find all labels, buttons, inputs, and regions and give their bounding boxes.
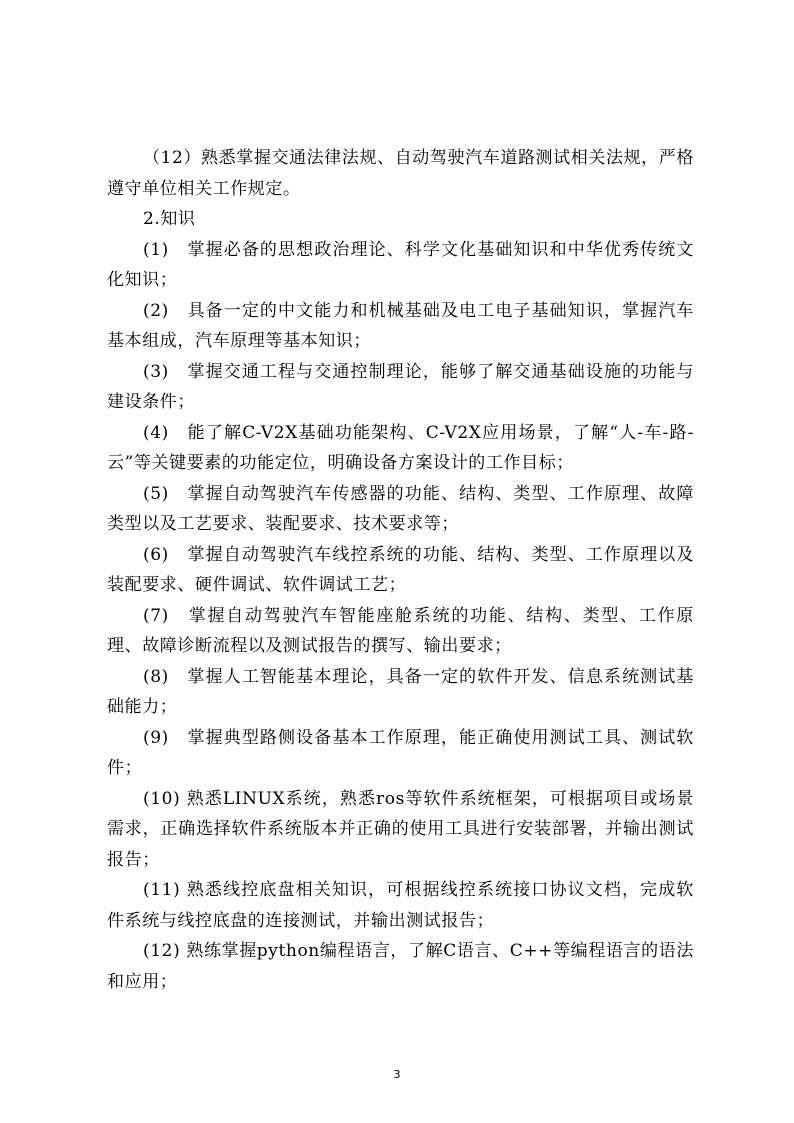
knowledge-item: (7) 掌握自动驾驶汽车智能座舱系统的功能、结构、类型、工作原理、故障诊断流程以及测试报告的撰写、输出要求； xyxy=(107,605,694,656)
document-body xyxy=(107,143,694,997)
knowledge-item: (8) 掌握人工智能基本理论，具备一定的软件开发、信息系统测试基础能力； xyxy=(107,666,694,717)
section-heading: 2.知识 xyxy=(143,209,196,229)
page-number: 3 xyxy=(393,1068,401,1081)
knowledge-item: (5) 掌握自动驾驶汽车传感器的功能、结构、类型、工作原理、故障类型以及工艺要求、装配要求、技术要求等； xyxy=(107,483,694,534)
knowledge-item: (12) 熟练掌握python编程语言，了解C语言、C++等编程语言的语法和应用； xyxy=(107,941,694,992)
intro-paragraph: （12）熟悉掌握交通法律法规、自动驾驶汽车道路测试相关法规，严格遵守单位相关工作规定。 xyxy=(107,148,694,199)
knowledge-item: (4) 能了解C-V2X基础功能架构、C-V2X应用场景，了解“人-车-路-云”等关键要素的功能定位，明确设备方案设计的工作目标； xyxy=(107,422,694,473)
knowledge-item: (11) 熟悉线控底盘相关知识，可根据线控系统接口协议文档，完成软件系统与线控底盘的连接测试，并输出测试报告； xyxy=(107,880,694,931)
knowledge-item: (9) 掌握典型路侧设备基本工作原理，能正确使用测试工具、测试软件； xyxy=(107,727,694,778)
knowledge-item: (10) 熟悉LINUX系统，熟悉ros等软件系统框架，可根据项目或场景需求，正确选择软件系统版本并正确的使用工具进行安装部署，并输出测试报告； xyxy=(107,788,694,870)
knowledge-item: (6) 掌握自动驾驶汽车线控系统的功能、结构、类型、工作原理以及装配要求、硬件调试、软件调试工艺； xyxy=(107,544,694,595)
knowledge-item: (3) 掌握交通工程与交通控制理论，能够了解交通基础设施的功能与建设条件； xyxy=(107,361,694,412)
knowledge-item: (2) 具备一定的中文能力和机械基础及电工电子基础知识，掌握汽车基本组成，汽车原理等基本知识； xyxy=(107,300,694,351)
knowledge-item: (1) 掌握必备的思想政治理论、科学文化基础知识和中华优秀传统文化知识； xyxy=(107,239,694,290)
